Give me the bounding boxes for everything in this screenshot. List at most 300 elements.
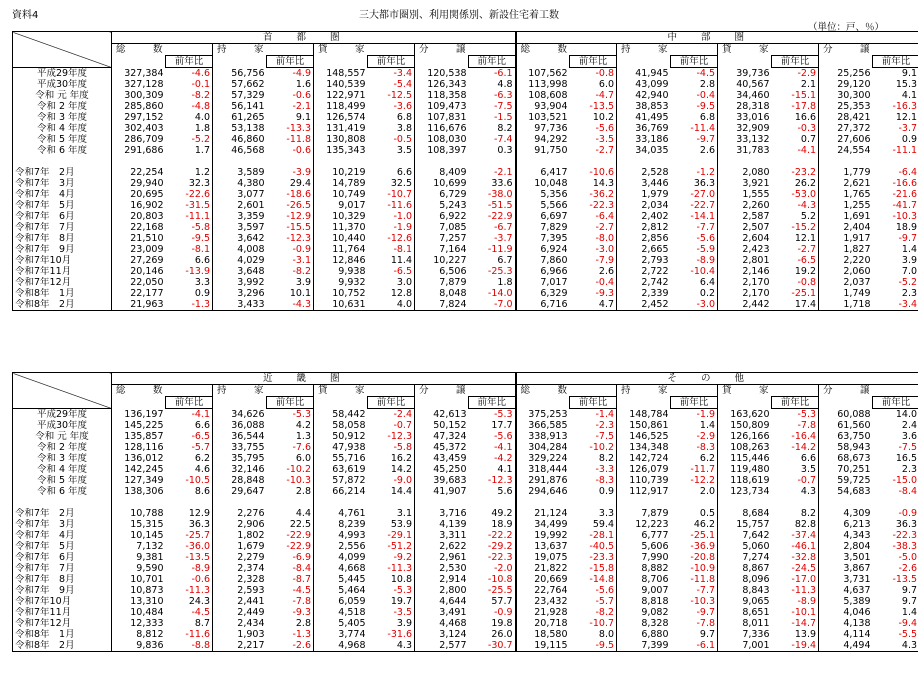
yoy-cell: 2.1: [800, 79, 817, 90]
yoy-cell: -22.3: [589, 200, 615, 211]
count-cell: 127,349: [112, 475, 166, 486]
yoy-cell: -8.4: [292, 563, 311, 574]
yoy-cell: 10.2: [592, 112, 615, 123]
count-cell: 8,812: [112, 629, 166, 640]
yoy-cell: -36.2: [589, 189, 615, 200]
yoy-cell: -0.9: [873, 508, 918, 519]
count-cell: 58,058: [314, 420, 368, 431]
count-cell: 28,421: [819, 112, 873, 123]
region-header: 首都圏: [112, 32, 516, 44]
count-cell: 3,433: [213, 299, 267, 311]
count-cell: 91,750: [516, 145, 570, 156]
row-label: 令和 6 年度: [13, 145, 112, 156]
count-cell: 122,971: [314, 90, 368, 101]
count-cell: 126,079: [617, 464, 671, 475]
yoy-cell: 1.4: [873, 244, 918, 255]
yoy-cell: -11.1: [185, 211, 210, 222]
yoy-cell: -9.3: [595, 288, 615, 299]
count-cell: 140,539: [314, 79, 368, 90]
count-cell: 20,146: [112, 266, 166, 277]
count-cell: 7,829: [516, 222, 570, 233]
count-cell: 3,359: [213, 211, 267, 222]
count-cell: 23,432: [516, 596, 570, 607]
yoy-cell: -11.4: [690, 123, 716, 134]
yoy-cell: -5.6: [595, 123, 615, 134]
category-header-owned: 持 家: [213, 44, 314, 56]
yoy-cell: -8.9: [191, 563, 210, 574]
yoy-cell: -36.9: [690, 541, 716, 552]
yoy-cell: 15.3: [873, 79, 918, 90]
count-cell: 31,783: [718, 145, 772, 156]
count-cell: 107,562: [516, 68, 570, 80]
yoy-cell: 1.8: [194, 123, 210, 134]
count-cell: 3,446: [617, 178, 671, 189]
count-cell: 7,395: [516, 233, 570, 244]
count-cell: 4,637: [819, 585, 873, 596]
count-cell: 34,035: [617, 145, 671, 156]
table-row: [13, 464, 918, 475]
count-cell: 4,343: [819, 530, 873, 541]
count-cell: 19,115: [516, 640, 570, 652]
yoy-cell: -22.9: [286, 530, 311, 541]
count-cell: 6,729: [415, 189, 469, 200]
table-row: [13, 266, 918, 277]
yoy-cell: -11.6: [387, 200, 412, 211]
count-cell: 12,333: [112, 618, 166, 629]
row-label: 平成30年度: [13, 420, 112, 431]
count-cell: 108,608: [516, 90, 570, 101]
count-cell: 22,177: [112, 288, 166, 299]
yoy-cell: -0.9: [493, 607, 513, 618]
count-cell: 113,998: [516, 79, 570, 90]
count-cell: 107,831: [415, 112, 469, 123]
count-cell: 8,882: [617, 563, 671, 574]
count-cell: 3,311: [415, 530, 469, 541]
count-cell: 50,152: [415, 420, 469, 431]
count-cell: 59,725: [819, 475, 873, 486]
count-cell: 2,507: [718, 222, 772, 233]
count-cell: 2,793: [617, 255, 671, 266]
count-cell: 126,574: [314, 112, 368, 123]
count-cell: 70,251: [819, 464, 873, 475]
table-row: [13, 167, 918, 178]
yoy-cell: -15.5: [286, 222, 311, 233]
yoy-header: 前年比: [267, 56, 314, 68]
yoy-cell: -22.7: [690, 200, 716, 211]
count-cell: 13,310: [112, 596, 166, 607]
count-cell: 4,668: [314, 563, 368, 574]
yoy-cell: -9.7: [696, 134, 716, 145]
yoy-header: 前年比: [469, 397, 516, 409]
table-row: [13, 211, 918, 222]
yoy-header: 前年比: [570, 56, 617, 68]
count-cell: 116,676: [415, 123, 469, 134]
yoy-cell: -1.5: [493, 112, 513, 123]
yoy-cell: -36.0: [185, 541, 210, 552]
yoy-cell: 36.3: [873, 519, 918, 530]
yoy-cell: -5.4: [393, 79, 412, 90]
yoy-cell: -7.8: [797, 420, 817, 431]
yoy-cell: -6.4: [873, 167, 918, 178]
yoy-cell: -13.9: [185, 266, 210, 277]
count-cell: 58,442: [314, 409, 368, 421]
count-cell: 8,011: [718, 618, 772, 629]
count-cell: 34,460: [718, 90, 772, 101]
count-cell: 108,030: [415, 134, 469, 145]
category-header-total: 総 数: [516, 385, 617, 397]
yoy-cell: -10.3: [286, 475, 311, 486]
yoy-cell: -4.2: [493, 453, 513, 464]
count-cell: 8,409: [415, 167, 469, 178]
count-cell: 10,227: [415, 255, 469, 266]
row-label: 令和7年 5月: [13, 541, 112, 552]
row-label: 令和7年12月: [13, 277, 112, 288]
count-cell: 291,686: [112, 145, 166, 156]
yoy-cell: -5.5: [873, 629, 918, 640]
count-cell: 138,306: [112, 486, 166, 497]
count-cell: 5,445: [314, 574, 368, 585]
yoy-cell: -2.0: [493, 563, 513, 574]
count-cell: 43,459: [415, 453, 469, 464]
yoy-cell: -5.3: [797, 409, 817, 420]
yoy-cell: -3.0: [595, 244, 615, 255]
count-cell: 119,480: [718, 464, 772, 475]
count-cell: 8,239: [314, 519, 368, 530]
yoy-cell: 1.8: [497, 277, 513, 288]
yoy-cell: 10.8: [390, 574, 412, 585]
count-cell: 14,789: [314, 178, 368, 189]
yoy-cell: -3.4: [873, 299, 918, 311]
yoy-cell: -11.1: [873, 145, 918, 156]
count-cell: 2,404: [819, 222, 873, 233]
table-row: [13, 618, 918, 629]
yoy-cell: -6.5: [191, 431, 210, 442]
region-header: 中部圏: [516, 32, 918, 44]
yoy-header: 前年比: [267, 397, 314, 409]
count-cell: 43,099: [617, 79, 671, 90]
yoy-cell: -18.6: [286, 189, 311, 200]
yoy-cell: -15.8: [589, 563, 615, 574]
count-cell: 22,764: [516, 585, 570, 596]
yoy-cell: 49.2: [491, 508, 513, 519]
yoy-cell: -25.5: [487, 585, 513, 596]
count-cell: 10,699: [415, 178, 469, 189]
count-cell: 56,756: [213, 68, 267, 80]
yoy-cell: -9.5: [191, 233, 210, 244]
yoy-cell: 4.3: [800, 486, 817, 497]
count-cell: 20,718: [516, 618, 570, 629]
count-cell: 1,679: [213, 541, 267, 552]
yoy-cell: -12.2: [690, 475, 716, 486]
count-cell: 142,724: [617, 453, 671, 464]
yoy-cell: 0.9: [598, 486, 615, 497]
count-cell: 6,697: [516, 211, 570, 222]
table-row: [13, 277, 918, 288]
count-cell: 94,292: [516, 134, 570, 145]
yoy-cell: 6.2: [699, 453, 716, 464]
row-label: 令和 元 年度: [13, 431, 112, 442]
count-cell: 5,464: [314, 585, 368, 596]
yoy-cell: -6.3: [493, 90, 513, 101]
table-row: [13, 552, 918, 563]
document-label: 資料4: [12, 10, 39, 21]
count-cell: 5,060: [718, 541, 772, 552]
count-cell: 1,255: [819, 200, 873, 211]
count-cell: 7,017: [516, 277, 570, 288]
yoy-cell: 12.1: [794, 233, 817, 244]
yoy-cell: -5.2: [191, 134, 210, 145]
row-label: 令和 5 年度: [13, 475, 112, 486]
table-row: [13, 123, 918, 134]
yoy-cell: 8.7: [194, 618, 210, 629]
count-cell: 3,589: [213, 167, 267, 178]
yoy-cell: -38.0: [487, 189, 513, 200]
count-cell: 109,473: [415, 101, 469, 112]
yoy-cell: -9.0: [393, 475, 412, 486]
count-cell: 5,606: [617, 541, 671, 552]
yoy-cell: -12.3: [387, 431, 412, 442]
yoy-header: 前年比: [873, 397, 918, 409]
count-cell: 9,590: [112, 563, 166, 574]
count-cell: 2,622: [415, 541, 469, 552]
count-cell: 6,059: [314, 596, 368, 607]
table-row: [13, 574, 918, 585]
count-cell: 2,801: [718, 255, 772, 266]
count-cell: 136,012: [112, 453, 166, 464]
row-label: 令和7年10月: [13, 255, 112, 266]
count-cell: 21,928: [516, 607, 570, 618]
yoy-cell: -4.9: [292, 68, 311, 79]
count-cell: 7,085: [415, 222, 469, 233]
count-cell: 33,016: [718, 112, 772, 123]
yoy-cell: 0.9: [194, 288, 210, 299]
count-cell: 45,250: [415, 464, 469, 475]
category-header-total: 総 数: [112, 44, 213, 56]
yoy-cell: -3.4: [393, 68, 412, 79]
yoy-cell: -10.2: [589, 442, 615, 453]
count-cell: 163,620: [718, 409, 772, 421]
yoy-cell: -0.1: [191, 79, 210, 90]
row-label: 令和7年 4月: [13, 189, 112, 200]
row-label: 令和 5 年度: [13, 134, 112, 145]
count-cell: 2,339: [617, 288, 671, 299]
yoy-cell: -4.5: [696, 68, 716, 79]
count-cell: 47,324: [415, 431, 469, 442]
yoy-cell: -0.6: [191, 574, 210, 585]
table-row: [13, 101, 918, 112]
yoy-cell: -9.3: [292, 607, 311, 618]
count-cell: 131,419: [314, 123, 368, 134]
count-cell: 2,276: [213, 508, 267, 519]
yoy-cell: -9.7: [696, 607, 716, 618]
table-row: [13, 486, 918, 497]
yoy-cell: -6.1: [493, 68, 513, 79]
yoy-cell: 59.4: [592, 519, 615, 530]
count-cell: 2,742: [617, 277, 671, 288]
count-cell: 57,662: [213, 79, 267, 90]
count-cell: 4,761: [314, 508, 368, 519]
yoy-cell: -6.1: [671, 640, 718, 652]
yoy-cell: 2.8: [699, 79, 716, 90]
table-row: [13, 519, 918, 530]
yoy-cell: -5.3: [393, 585, 412, 596]
yoy-cell: -12.3: [487, 475, 513, 486]
yoy-cell: 6.6: [194, 420, 210, 431]
yoy-cell: -25.1: [690, 530, 716, 541]
count-cell: 2,328: [213, 574, 267, 585]
count-cell: 41,907: [415, 486, 469, 497]
yoy-cell: -0.4: [696, 90, 716, 101]
yoy-cell: -7.5: [873, 442, 918, 453]
count-cell: 8,818: [617, 596, 671, 607]
count-cell: 46,860: [213, 134, 267, 145]
count-cell: 50,912: [314, 431, 368, 442]
count-cell: 47,938: [314, 442, 368, 453]
count-cell: 2,577: [415, 640, 469, 652]
yoy-cell: -30.7: [469, 640, 516, 652]
yoy-cell: -10.6: [589, 167, 615, 178]
count-cell: 8,651: [718, 607, 772, 618]
count-cell: 39,736: [718, 68, 772, 80]
count-cell: 8,096: [718, 574, 772, 585]
count-cell: 297,152: [112, 112, 166, 123]
yoy-cell: -10.8: [487, 574, 513, 585]
count-cell: 2,402: [617, 211, 671, 222]
count-cell: 32,146: [213, 464, 267, 475]
yoy-cell: 4.3: [873, 640, 918, 652]
yoy-cell: 2.4: [873, 420, 918, 431]
table-row: [13, 244, 918, 255]
yoy-cell: -7.6: [292, 442, 311, 453]
yoy-cell: -15.2: [791, 222, 817, 233]
yoy-cell: -4.6: [191, 68, 210, 79]
yoy-cell: -16.4: [791, 431, 817, 442]
count-cell: 1,749: [819, 288, 873, 299]
count-cell: 6,880: [617, 629, 671, 640]
yoy-cell: 33.6: [491, 178, 513, 189]
count-cell: 1,555: [718, 189, 772, 200]
yoy-header: 前年比: [368, 56, 415, 68]
yoy-cell: -12.9: [286, 211, 311, 222]
yoy-cell: -2.7: [595, 145, 615, 156]
count-cell: 58,943: [819, 442, 873, 453]
category-header-rented: 貸 家: [314, 385, 415, 397]
yoy-cell: -1.3: [166, 299, 213, 311]
table-row: [13, 563, 918, 574]
count-cell: 2,423: [718, 244, 772, 255]
count-cell: 63,750: [819, 431, 873, 442]
yoy-cell: -4.3: [797, 200, 817, 211]
table-row: [13, 299, 918, 311]
yoy-header: 前年比: [166, 56, 213, 68]
count-cell: 2,452: [617, 299, 671, 311]
count-cell: 4,099: [314, 552, 368, 563]
yoy-cell: -1.4: [595, 409, 615, 420]
yoy-cell: -12.5: [387, 90, 412, 101]
count-cell: 2,856: [617, 233, 671, 244]
yoy-cell: -10.5: [185, 475, 210, 486]
yoy-cell: -31.6: [387, 629, 412, 640]
count-cell: 338,913: [516, 431, 570, 442]
count-cell: 25,353: [819, 101, 873, 112]
count-cell: 3,296: [213, 288, 267, 299]
count-cell: 9,082: [617, 607, 671, 618]
yoy-cell: 4.0: [194, 112, 210, 123]
count-cell: 10,788: [112, 508, 166, 519]
count-cell: 6,506: [415, 266, 469, 277]
count-cell: 3,491: [415, 607, 469, 618]
yoy-cell: -12.3: [286, 233, 311, 244]
count-cell: 2,441: [213, 596, 267, 607]
row-label: 令和7年 3月: [13, 178, 112, 189]
yoy-cell: 3.5: [800, 464, 817, 475]
count-cell: 9,007: [617, 585, 671, 596]
yoy-cell: -7.8: [292, 596, 311, 607]
count-cell: 10,145: [112, 530, 166, 541]
table-row: [13, 145, 918, 156]
yoy-cell: -5.3: [493, 409, 513, 420]
yoy-cell: 2.8: [295, 618, 311, 629]
count-cell: 20,695: [112, 189, 166, 200]
yoy-cell: 57.7: [491, 596, 513, 607]
yoy-cell: -25.1: [791, 288, 817, 299]
count-cell: 2,260: [718, 200, 772, 211]
yoy-cell: -26.5: [286, 200, 311, 211]
count-cell: 25,256: [819, 68, 873, 80]
yoy-cell: 16.6: [794, 112, 817, 123]
yoy-cell: 2.0: [699, 486, 716, 497]
count-cell: 9,938: [314, 266, 368, 277]
table-row: [13, 222, 918, 233]
unit-label: （単位：戸、％）: [807, 22, 884, 33]
count-cell: 118,499: [314, 101, 368, 112]
yoy-cell: -8.9: [696, 255, 716, 266]
yoy-cell: -0.9: [292, 244, 311, 255]
row-label: 令和8年 2月: [13, 299, 112, 311]
yoy-cell: 3.9: [295, 277, 311, 288]
category-header-sale: 分 譲: [415, 44, 516, 56]
yoy-cell: -2.1: [292, 101, 311, 112]
yoy-cell: -29.1: [387, 530, 412, 541]
count-cell: 5,356: [516, 189, 570, 200]
count-cell: 2,665: [617, 244, 671, 255]
yoy-cell: -10.9: [690, 563, 716, 574]
count-cell: 2,587: [718, 211, 772, 222]
yoy-cell: -7.4: [493, 134, 513, 145]
yoy-cell: -3.1: [292, 255, 311, 266]
yoy-cell: 4.4: [295, 508, 311, 519]
yoy-cell: 46.2: [693, 519, 716, 530]
count-cell: 41,945: [617, 68, 671, 80]
count-cell: 2,170: [718, 288, 772, 299]
yoy-cell: -17.8: [791, 101, 817, 112]
row-label: 令和 3 年度: [13, 453, 112, 464]
yoy-cell: 6.0: [598, 79, 615, 90]
count-cell: 126,166: [718, 431, 772, 442]
yoy-cell: 9.7: [873, 596, 918, 607]
count-cell: 2,800: [415, 585, 469, 596]
row-label: 令和8年 2月: [13, 640, 112, 652]
count-cell: 61,560: [819, 420, 873, 431]
yoy-cell: -8.0: [595, 233, 615, 244]
yoy-cell: -5.9: [696, 244, 716, 255]
count-cell: 318,444: [516, 464, 570, 475]
count-cell: 6,966: [516, 266, 570, 277]
count-cell: 4,008: [213, 244, 267, 255]
yoy-cell: -3.5: [393, 607, 412, 618]
table-row: [13, 640, 918, 652]
yoy-cell: 17.7: [491, 420, 513, 431]
